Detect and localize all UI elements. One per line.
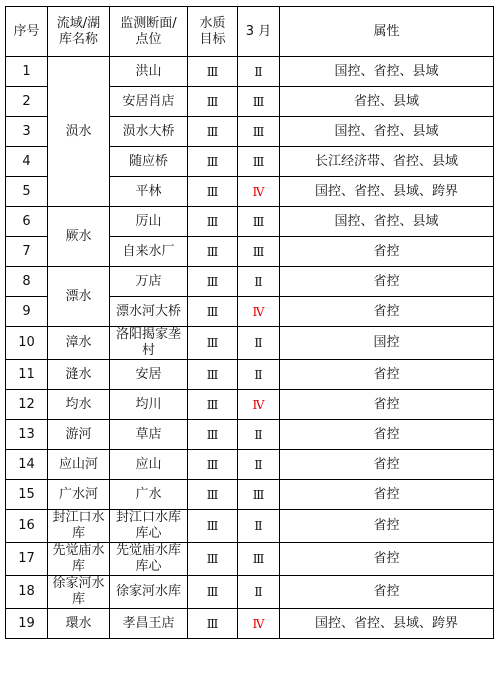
basin-cell: 封江口水 库	[48, 510, 110, 543]
water-quality-table	[5, 6, 494, 639]
seq-cell: 8	[6, 267, 48, 297]
target-cell: Ⅲ	[188, 267, 238, 297]
target-cell: Ⅲ	[188, 87, 238, 117]
attribute-cell: 国控、省控、县域	[280, 57, 494, 87]
attribute-cell: 省控	[280, 297, 494, 327]
target-cell: Ⅲ	[188, 390, 238, 420]
attribute-cell: 省控	[280, 576, 494, 609]
seq-cell: 4	[6, 147, 48, 177]
basin-cell: 漨水	[48, 360, 110, 390]
seq-cell: 7	[6, 237, 48, 267]
site-cell: 孝昌王店	[110, 609, 188, 639]
site-cell: 广水	[110, 480, 188, 510]
header-target: 水质 目标	[188, 7, 238, 57]
attribute-cell: 国控、省控、县域	[280, 207, 494, 237]
attribute-cell: 省控	[280, 480, 494, 510]
seq-cell: 13	[6, 420, 48, 450]
seq-cell: 19	[6, 609, 48, 639]
attribute-cell: 省控	[280, 543, 494, 576]
basin-cell: 厥水	[48, 207, 110, 267]
seq-cell: 12	[6, 390, 48, 420]
header-seq: 序号	[6, 7, 48, 57]
attribute-cell: 省控	[280, 450, 494, 480]
target-cell: Ⅲ	[188, 327, 238, 360]
attribute-cell: 省控	[280, 420, 494, 450]
seq-cell: 14	[6, 450, 48, 480]
basin-cell: 先觉庙水 库	[48, 543, 110, 576]
march-cell: Ⅲ	[238, 480, 280, 510]
table-row	[6, 327, 494, 360]
table-row	[6, 267, 494, 297]
attribute-cell: 省控	[280, 237, 494, 267]
seq-cell: 1	[6, 57, 48, 87]
target-cell: Ⅲ	[188, 450, 238, 480]
basin-cell: 游河	[48, 420, 110, 450]
march-cell: Ⅲ	[238, 147, 280, 177]
attribute-cell: 国控、省控、县域、跨界	[280, 609, 494, 639]
header-row	[6, 7, 494, 57]
seq-cell: 16	[6, 510, 48, 543]
basin-cell: 广水河	[48, 480, 110, 510]
seq-cell: 6	[6, 207, 48, 237]
march-cell: Ⅱ	[238, 450, 280, 480]
attribute-cell: 长江经济带、省控、县域	[280, 147, 494, 177]
target-cell: Ⅲ	[188, 237, 238, 267]
seq-cell: 9	[6, 297, 48, 327]
march-cell: Ⅱ	[238, 267, 280, 297]
header-site: 监测断面/ 点位	[110, 7, 188, 57]
table-row	[6, 390, 494, 420]
attribute-cell: 省控、县域	[280, 87, 494, 117]
basin-cell: 徐家河水 库	[48, 576, 110, 609]
march-cell: Ⅱ	[238, 510, 280, 543]
table-row	[6, 576, 494, 609]
march-cell: Ⅲ	[238, 117, 280, 147]
table-row	[6, 510, 494, 543]
march-cell: Ⅱ	[238, 420, 280, 450]
site-cell: 安居肖店	[110, 87, 188, 117]
target-cell: Ⅲ	[188, 117, 238, 147]
site-cell: 万店	[110, 267, 188, 297]
site-cell: 草店	[110, 420, 188, 450]
target-cell: Ⅲ	[188, 177, 238, 207]
march-cell: Ⅲ	[238, 237, 280, 267]
table-row	[6, 207, 494, 237]
header-attribute: 属性	[280, 7, 494, 57]
target-cell: Ⅲ	[188, 207, 238, 237]
target-cell: Ⅲ	[188, 543, 238, 576]
target-cell: Ⅲ	[188, 297, 238, 327]
march-cell: Ⅱ	[238, 360, 280, 390]
site-cell: 均川	[110, 390, 188, 420]
target-cell: Ⅲ	[188, 420, 238, 450]
seq-cell: 11	[6, 360, 48, 390]
seq-cell: 10	[6, 327, 48, 360]
march-cell-exceeding: Ⅳ	[238, 297, 280, 327]
basin-cell: 涢水	[48, 57, 110, 207]
march-cell: Ⅱ	[238, 57, 280, 87]
march-cell-exceeding: Ⅳ	[238, 390, 280, 420]
target-cell: Ⅲ	[188, 480, 238, 510]
attribute-cell: 省控	[280, 360, 494, 390]
site-cell: 涢水大桥	[110, 117, 188, 147]
site-cell: 应山	[110, 450, 188, 480]
basin-cell: 漂水	[48, 267, 110, 327]
table-row	[6, 420, 494, 450]
target-cell: Ⅲ	[188, 147, 238, 177]
march-cell: Ⅱ	[238, 576, 280, 609]
basin-cell: 应山河	[48, 450, 110, 480]
target-cell: Ⅲ	[188, 609, 238, 639]
table-row	[6, 543, 494, 576]
site-cell: 平林	[110, 177, 188, 207]
table-row	[6, 360, 494, 390]
attribute-cell: 省控	[280, 510, 494, 543]
seq-cell: 2	[6, 87, 48, 117]
header-march: 3 月	[238, 7, 280, 57]
seq-cell: 18	[6, 576, 48, 609]
attribute-cell: 省控	[280, 390, 494, 420]
attribute-cell: 省控	[280, 267, 494, 297]
site-cell: 随应桥	[110, 147, 188, 177]
attribute-cell: 国控	[280, 327, 494, 360]
table-row	[6, 450, 494, 480]
target-cell: Ⅲ	[188, 510, 238, 543]
target-cell: Ⅲ	[188, 57, 238, 87]
march-cell: Ⅲ	[238, 207, 280, 237]
header-basin: 流域/湖 库名称	[48, 7, 110, 57]
site-cell: 自来水厂	[110, 237, 188, 267]
march-cell-exceeding: Ⅳ	[238, 609, 280, 639]
target-cell: Ⅲ	[188, 576, 238, 609]
basin-cell: 漳水	[48, 327, 110, 360]
target-cell: Ⅲ	[188, 360, 238, 390]
basin-cell: 環水	[48, 609, 110, 639]
seq-cell: 5	[6, 177, 48, 207]
march-cell-exceeding: Ⅳ	[238, 177, 280, 207]
site-cell: 徐家河水库	[110, 576, 188, 609]
site-cell: 先觉庙水库 库心	[110, 543, 188, 576]
table-row	[6, 480, 494, 510]
site-cell: 洛阳揭家垄 村	[110, 327, 188, 360]
site-cell: 安居	[110, 360, 188, 390]
attribute-cell: 国控、省控、县域、跨界	[280, 177, 494, 207]
seq-cell: 3	[6, 117, 48, 147]
basin-cell: 均水	[48, 390, 110, 420]
seq-cell: 17	[6, 543, 48, 576]
site-cell: 漂水河大桥	[110, 297, 188, 327]
site-cell: 厉山	[110, 207, 188, 237]
table-row	[6, 609, 494, 639]
march-cell: Ⅲ	[238, 87, 280, 117]
site-cell: 封江口水库 库心	[110, 510, 188, 543]
march-cell: Ⅱ	[238, 327, 280, 360]
table-row	[6, 57, 494, 87]
march-cell: Ⅲ	[238, 543, 280, 576]
seq-cell: 15	[6, 480, 48, 510]
attribute-cell: 国控、省控、县域	[280, 117, 494, 147]
site-cell: 洪山	[110, 57, 188, 87]
